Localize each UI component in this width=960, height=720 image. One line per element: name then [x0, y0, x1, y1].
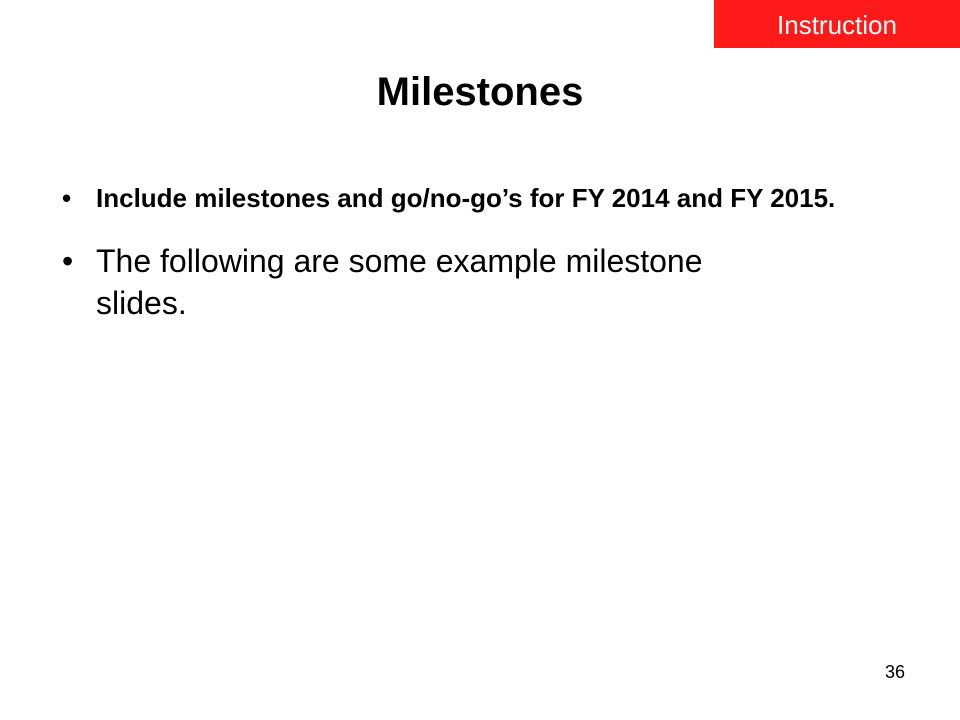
bullet-text: The following are some example milestone slides.	[96, 243, 703, 321]
bullet-item	[62, 240, 796, 324]
bullet-dot-icon: •	[62, 183, 72, 213]
bullet-dot-icon: •	[62, 243, 74, 279]
instruction-tag-label: Instruction	[777, 10, 897, 40]
slide-title: Milestones	[376, 70, 584, 114]
instruction-tag	[714, 0, 960, 48]
bullet-list	[62, 178, 862, 324]
page-number: 36	[884, 662, 906, 682]
bullet-item	[62, 178, 848, 218]
bullet-text: Include milestones and go/no-go’s for FY 2014 and FY 2015.	[96, 183, 836, 213]
